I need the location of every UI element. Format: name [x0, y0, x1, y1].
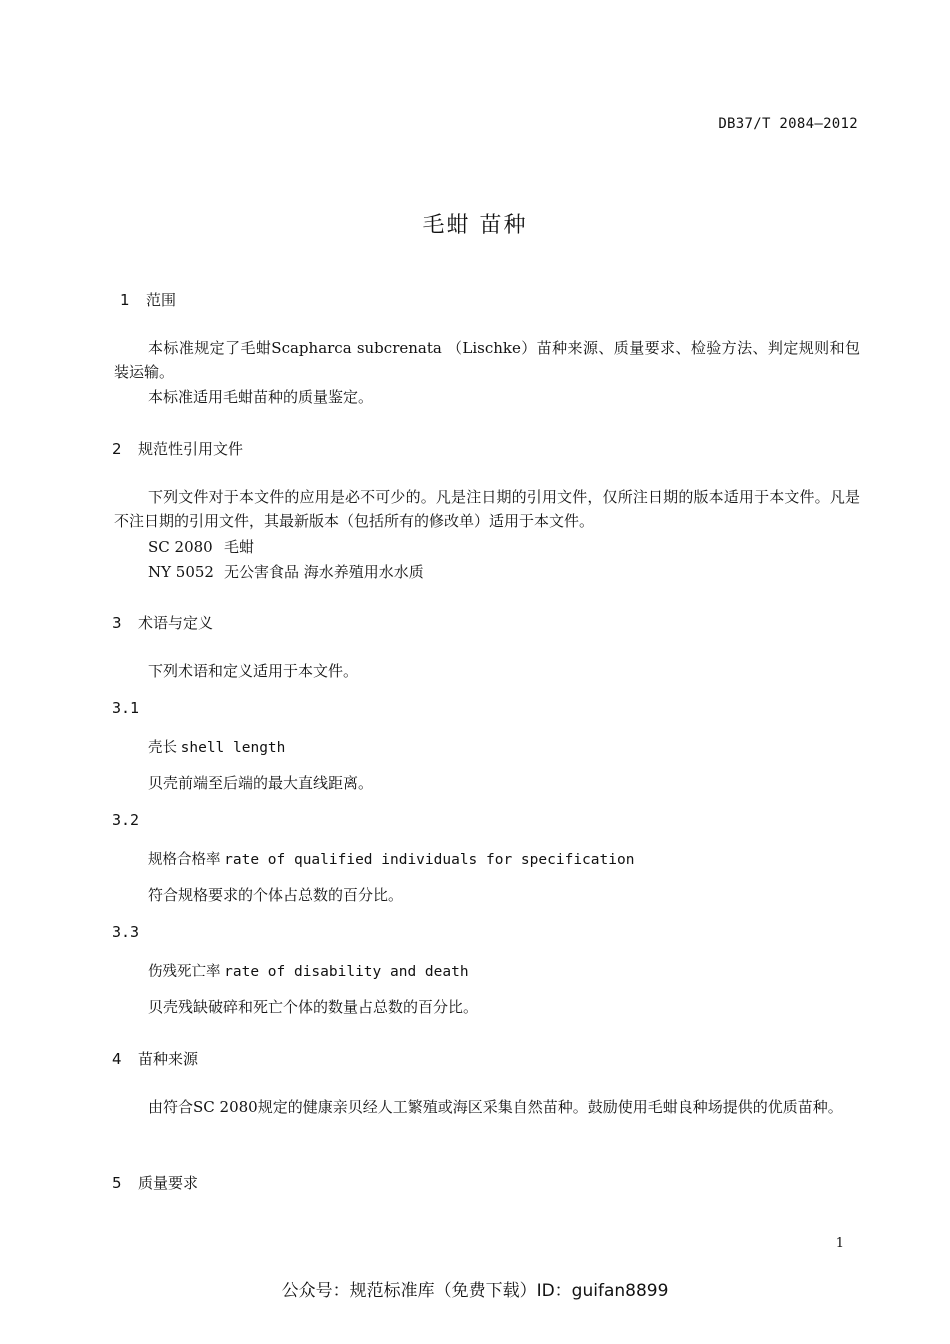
section-title: 质量要求 [138, 1174, 199, 1192]
section-number: 4 [112, 1050, 122, 1068]
section-5-heading [112, 1172, 198, 1193]
term-number: 3.3 [112, 923, 140, 941]
term-definition: 贝壳前端至后端的最大直线距离。 [148, 774, 374, 792]
section-title: 规范性引用文件 [138, 440, 244, 458]
section-number: 5 [112, 1174, 122, 1192]
page-number: 1 [835, 1236, 844, 1251]
document-number: DB37/T 2084—2012 [718, 116, 858, 132]
section-4-paragraph: 由符合SC 2080规定的健康亲贝经人工繁殖或海区采集自然苗种。鼓励使用毛蚶良种场提供的优质苗种。 [148, 1098, 843, 1116]
section-number: 2 [112, 440, 122, 458]
term-english: rate of qualified individuals for specification [224, 852, 635, 868]
section-3-intro: 下列术语和定义适用于本文件。 [148, 662, 359, 680]
section-2-paragraph: 下列文件对于本文件的应用是必不可少的。凡是注日期的引用文件，仅所注日期的版本适用于本文件。凡是不注日期的引用文件，其最新版本（包括所有的修改单）适用于本文件。 [114, 488, 860, 530]
term-english: rate of disability and death [224, 964, 469, 980]
normative-reference [148, 561, 424, 582]
section-title: 术语与定义 [138, 614, 214, 632]
reference-code: SC 2080 [148, 538, 213, 556]
footer-watermark-text: 公众号：规范标准库（免费下载）ID：guifan8899 [281, 1281, 669, 1301]
section-2-heading [112, 438, 243, 459]
section-title: 范围 [146, 291, 177, 309]
term-definition: 贝壳残缺破碎和死亡个体的数量占总数的百分比。 [148, 998, 479, 1016]
section-1-paragraph-2: 本标准适用毛蚶苗种的质量鉴定。 [148, 388, 374, 406]
section-1-heading [120, 289, 176, 310]
term-number: 3.1 [112, 699, 140, 717]
term-chinese: 壳长 [148, 740, 177, 756]
term-heading [148, 960, 469, 981]
section-3-heading [112, 612, 213, 633]
term-heading [148, 736, 285, 757]
term-definition: 符合规格要求的个体占总数的百分比。 [148, 886, 404, 904]
section-number: 3 [112, 614, 122, 632]
reference-title: 毛蚶 [224, 538, 255, 556]
term-chinese: 规格合格率 [148, 852, 221, 868]
page-title: 毛蚶 苗种 [422, 213, 528, 238]
section-number: 1 [120, 291, 130, 309]
term-heading [148, 848, 634, 869]
term-chinese: 伤残死亡率 [148, 964, 221, 980]
section-4-heading [112, 1048, 198, 1069]
section-title: 苗种来源 [138, 1050, 199, 1068]
section-1-paragraph: 本标准规定了毛蚶Scapharca subcrenata （Lischke）苗种来源、质量要求、检验方法、判定规则和包装运输。 [114, 339, 860, 381]
normative-reference [148, 536, 254, 557]
term-english: shell length [180, 740, 286, 756]
reference-code: NY 5052 [148, 563, 214, 581]
term-number: 3.2 [112, 811, 140, 829]
reference-title: 无公害食品 海水养殖用水水质 [224, 563, 424, 581]
